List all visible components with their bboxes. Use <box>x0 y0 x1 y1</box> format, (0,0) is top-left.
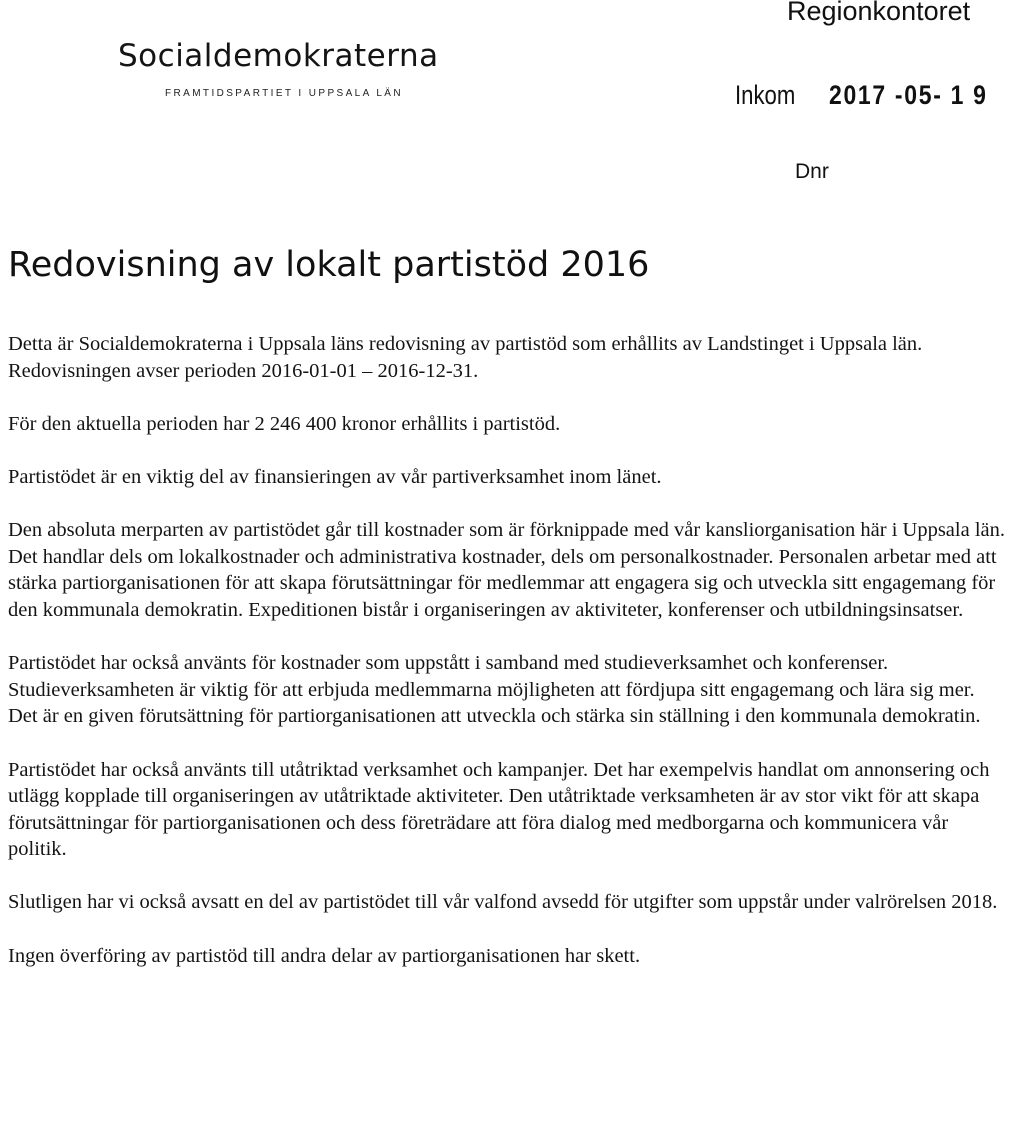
paragraph-study-activities: Partistödet har också använts för kostnader som uppstått i samband med studieverksamhet och konferenser. Studieverksamheten är viktig för att erbjuda medlemmarna möjligheten att fördjupa sitt engagemang och lära sig mer. Det är en given förutsättning för partiorganisationen att utveckla och stärka sin ställning i den kommunala demokratin. <box>8 652 981 728</box>
stamp-dnr-label: Dnr <box>795 160 829 183</box>
paragraph-amount: För den aktuella perioden har 2 246 400 kronor erhållits i partistöd. <box>8 412 561 435</box>
organization-logo-name: Socialdemokraterna <box>118 38 439 74</box>
paragraph-intro: Detta är Socialdemokraterna i Uppsala läns redovisning av partistöd som erhållits av Landstinget i Uppsala län. Redovisningen avser perioden 2016-01-01 – 2016-12-31. <box>8 333 923 382</box>
stamp-received-label: Inkom <box>735 80 796 110</box>
document-body <box>8 331 1008 996</box>
stamp-office: Regionkontoret <box>787 0 971 26</box>
paragraph-election-fund: Slutligen har vi också avsatt en del av partistödet till vår valfond avsedd för utgifter som uppstår under valrörelsen 2018. <box>8 891 998 914</box>
paragraph-no-transfers: Ingen överföring av partistöd till andra delar av partiorganisationen har skett. <box>8 944 641 967</box>
stamp-received-date: 2017 -05- 1 9 <box>828 80 988 110</box>
paragraph-importance: Partistödet är en viktig del av finansieringen av vår partiverksamhet inom länet. <box>8 465 662 488</box>
paragraph-campaigns: Partistödet har också använts till utåtriktad verksamhet och kampanjer. Det har exempelvis handlat om annonsering och utlägg kopplade till organiseringen av utåtriktade aktiviteter. Den utåtriktade verksamheten är av stor vikt för att skapa förutsättningar för partiorganisationen och dess företrädare att föra dialog med medborgarna och kommunicera vår politik. <box>8 758 990 861</box>
paragraph-office-costs: Den absoluta merparten av partistödet går till kostnader som är förknippade med vår kansliorganisation här i Uppsala län. Det handlar dels om lokalkostnader och administrativa kostnader, dels om personalkostnader. Personalen arbetar med att stärka partiorganisationen för att skapa förutsättningar för medlemmar att engagera sig och utveckla sitt engagemang för den kommunala demokratin. Expeditionen bistår i organiseringen av aktiviteter, konferenser och utbildningsinsatser. <box>8 519 1005 621</box>
stamp-received-row <box>735 80 1016 111</box>
organization-tagline: FRAMTIDSPARTIET I UPPSALA LÄN <box>165 88 403 99</box>
document-title: Redovisning av lokalt partistöd 2016 <box>8 245 650 285</box>
